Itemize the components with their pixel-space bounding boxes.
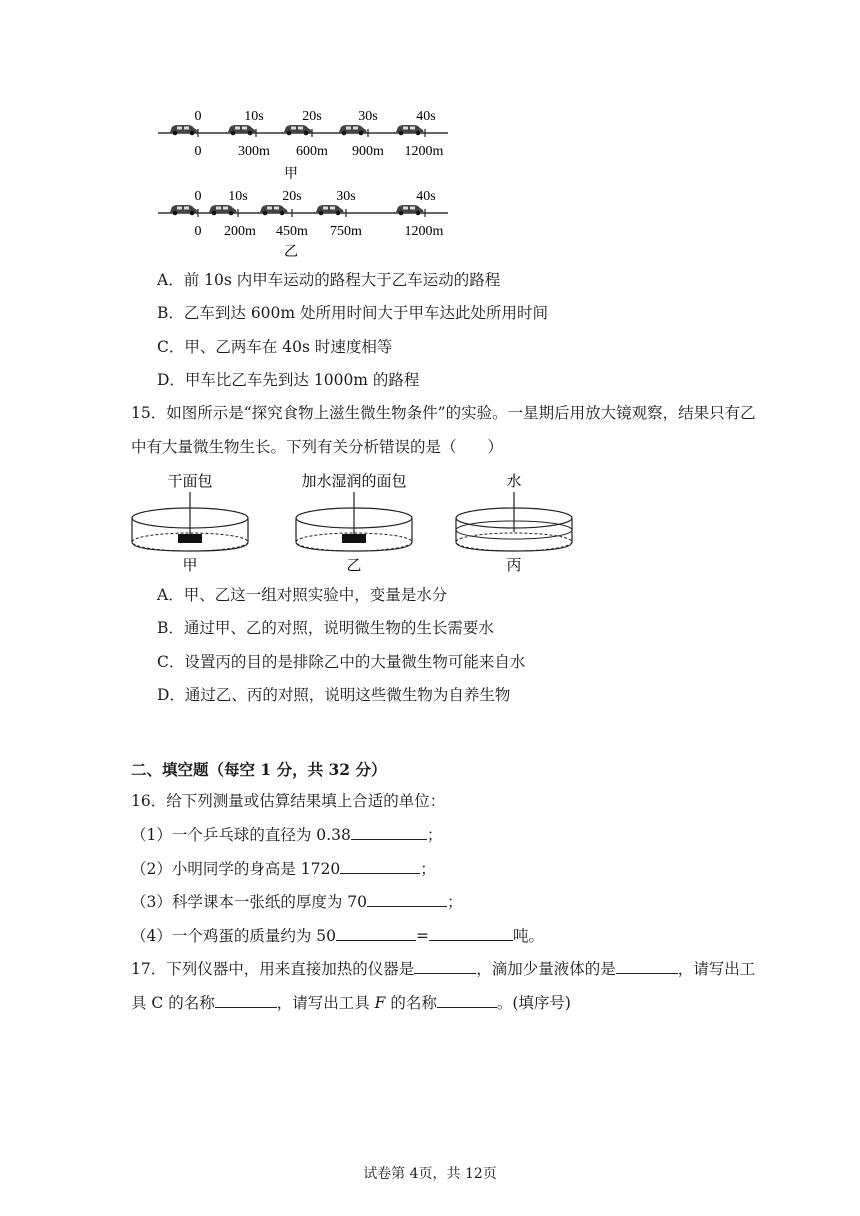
answer-blank[interactable] [351, 823, 427, 840]
answer-blank[interactable] [437, 991, 497, 1008]
q16-item-2-end: ； [420, 860, 436, 878]
diagram-caption: 甲 [284, 167, 298, 182]
distance-label: 0 [194, 224, 202, 239]
q16-item-1-text: （1）一个乒乓球的直径为 0.38 [131, 826, 351, 844]
diagram-caption: 乙 [284, 245, 298, 260]
time-label: 0 [194, 189, 202, 204]
distance-label: 1200m [404, 144, 444, 159]
answer-blank[interactable] [616, 957, 678, 974]
q16-item-1 [131, 823, 442, 846]
q16-item-3 [131, 890, 463, 913]
car-icon [395, 205, 424, 215]
q16-stem: 16．给下列测量或估算结果填上合适的单位： [131, 792, 446, 810]
q16-item-1-end: ； [426, 826, 443, 844]
answer-blank[interactable] [336, 924, 416, 941]
time-label: 0 [194, 109, 202, 124]
time-label: 40s [416, 109, 436, 124]
dish-caption: 丙 [506, 558, 522, 574]
dish-caption: 乙 [346, 558, 362, 574]
q16-item-4 [131, 924, 544, 947]
answer-blank[interactable] [215, 991, 277, 1008]
q15-option-c: C．设置丙的目的是排除乙中的大量微生物可能来自水 [157, 653, 526, 671]
car-diagram-jia [150, 100, 460, 182]
q14-option-b: B．乙车到达 600m 处所用时间大于甲车达此处所用时间 [157, 304, 549, 322]
page-footer: 试卷第 4页，共 12页 [363, 1166, 497, 1182]
car-icon [315, 205, 344, 215]
answer-blank[interactable] [367, 890, 447, 907]
q15-option-a: A．甲、乙这一组对照实验中，变量是水分 [157, 586, 448, 604]
car-icon [208, 205, 237, 215]
time-label: 10s [228, 189, 248, 204]
car-icon [259, 205, 288, 215]
q15-option-b: B．通过甲、乙的对照，说明微生物的生长需要水 [157, 619, 494, 637]
q16-item-4-equals: = [416, 927, 430, 945]
distance-label: 300m [238, 144, 270, 159]
dish-caption: 甲 [182, 558, 198, 574]
car-icon [227, 125, 256, 135]
q16-item-3-text: （3）科学课本一张纸的厚度为 70 [131, 893, 368, 911]
car-diagram-yi [150, 182, 460, 264]
q16-item-4-end: 吨。 [513, 927, 545, 945]
q16-item-4-text: （4）一个鸡蛋的质量约为 50 [131, 927, 337, 945]
q15-stem-line1: 15．如图所示是“探究食物上滋生微生物条件”的实验。一星期后用放大镜观察，结果只有乙 [131, 404, 756, 422]
distance-label: 1200m [404, 224, 444, 239]
q16-item-2 [131, 857, 436, 880]
time-label: 20s [302, 109, 322, 124]
q16-item-2-text: （2）小明同学的身高是 1720 [131, 860, 341, 878]
time-label: 20s [282, 189, 302, 204]
answer-blank[interactable] [414, 957, 476, 974]
distance-label: 600m [296, 144, 328, 159]
q14-option-a: A．前 10s 内甲车运动的路程大于乙车运动的路程 [157, 271, 501, 289]
q14-option-c: C．甲、乙两车在 40s 时速度相等 [157, 338, 393, 356]
time-label: 30s [336, 189, 356, 204]
dry-bread-piece [178, 534, 202, 543]
time-label: 40s [416, 189, 436, 204]
answer-blank[interactable] [340, 857, 420, 874]
wet-bread-piece [342, 534, 366, 543]
car-icon [169, 205, 198, 215]
car-icon [395, 125, 424, 135]
distance-label: 750m [330, 224, 362, 239]
car-icon [338, 125, 367, 135]
distance-label: 900m [352, 144, 384, 159]
q17-text: ，请写出工具 [276, 994, 375, 1012]
distance-label: 200m [224, 224, 256, 239]
q17-text: 17．下列仪器中，用来直接加热的仪器是 [131, 960, 415, 978]
q17-text: 。(填序号) [496, 994, 571, 1012]
q17-line-1 [131, 957, 755, 980]
q16-item-3-end: ； [447, 893, 463, 911]
car-icon [169, 125, 198, 135]
tool-f-letter: F [374, 994, 386, 1012]
q17-text: ，滴加少量液体的是 [476, 960, 616, 978]
car-icon [283, 125, 312, 135]
q17-text: 的名称 [385, 994, 437, 1012]
distance-label: 450m [276, 224, 308, 239]
q17-text: ，请写出工 [677, 960, 756, 978]
time-label: 30s [358, 109, 378, 124]
q15-option-d: D．通过乙、丙的对照，说明这些微生物为自养生物 [157, 686, 511, 704]
section-heading: 二、填空题（每空 1 分，共 32 分） [131, 760, 387, 779]
q15-stem-line2: 中有大量微生物生长。下列有关分析错误的是（ ） [131, 438, 504, 456]
time-label: 10s [244, 109, 264, 124]
dish-top-label: 干面包 [167, 474, 213, 490]
q17-line-2 [131, 991, 571, 1014]
q17-text: 具 C 的名称 [131, 994, 215, 1012]
dish-top-label: 水 [506, 474, 522, 490]
q14-option-d: D．甲车比乙车先到达 1000m 的路程 [157, 371, 420, 389]
petri-dish-diagram [128, 466, 588, 578]
distance-label: 0 [194, 144, 202, 159]
dish-top-label: 加水湿润的面包 [301, 474, 407, 490]
answer-blank[interactable] [429, 924, 513, 941]
